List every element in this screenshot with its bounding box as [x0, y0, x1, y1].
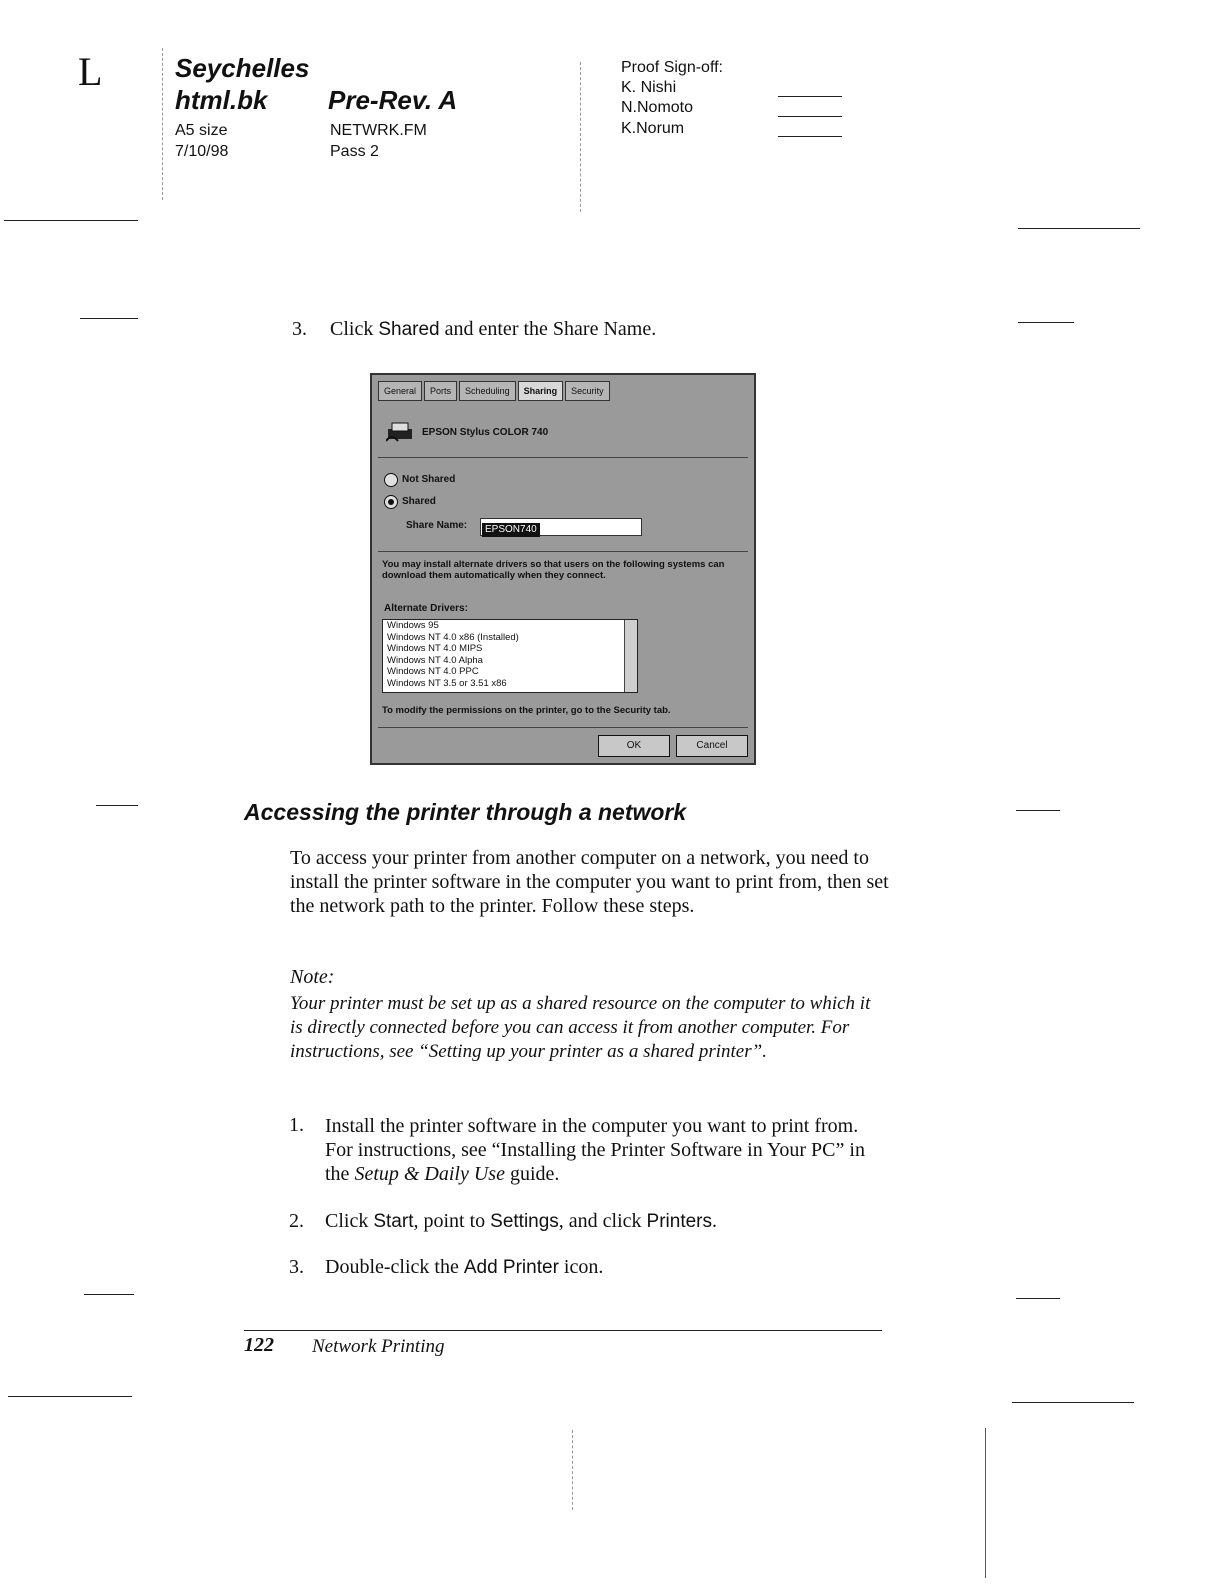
step-number: 2. [289, 1210, 304, 1232]
proof-signoff-label: Proof Sign-off: [621, 59, 723, 76]
tab-sharing[interactable]: Sharing [518, 381, 564, 401]
header-divider-left [162, 48, 163, 200]
crop-mark [1012, 1402, 1134, 1403]
step-text: Double-click the [325, 1256, 459, 1278]
step-text: , point to [413, 1210, 486, 1232]
alternate-drivers-message: You may install alternate drivers so that users on the following systems can download them automatically when they connect. [382, 559, 725, 581]
share-name-input[interactable] [480, 518, 642, 536]
intro-paragraph: To access your printer from another computer on a network, you need to install the printer software in the computer you want to print from, then set the network path to the printer. Follow these steps. [290, 847, 889, 917]
ok-button[interactable]: OK [598, 735, 670, 757]
shared-radio[interactable] [384, 495, 398, 509]
crop-mark [80, 318, 138, 319]
step-text: guide. [509, 1163, 560, 1185]
step-text: Click [330, 318, 374, 340]
dialog-separator [378, 727, 748, 728]
tab-general[interactable]: General [378, 381, 422, 401]
crop-mark [96, 805, 138, 806]
ui-term-settings: Settings [490, 1211, 559, 1232]
dialog-tabs [378, 381, 610, 401]
proofer-name: K. Nishi [621, 79, 677, 96]
alternate-drivers-list[interactable] [382, 619, 638, 693]
note-label: Note: [290, 966, 335, 988]
step-text: and enter the Share Name. [444, 318, 657, 340]
signoff-line [778, 116, 842, 117]
note-text: Your printer must be set up as a shared resource on the computer to which it is directly connected before you can access it from another computer. For instructions, see “Setting up your printer as a shared printer”. [290, 993, 871, 1062]
crop-mark-letter: L [78, 49, 103, 94]
header-divider-right [580, 62, 581, 212]
alternate-drivers-label: Alternate Drivers: [384, 603, 468, 614]
book-title: Seychelles [175, 53, 310, 83]
shared-label: Shared [402, 496, 436, 507]
list-scrollbar[interactable] [624, 620, 637, 692]
step-text: icon. [563, 1256, 604, 1278]
list-item[interactable]: Windows NT 3.5 or 3.51 x86 [387, 677, 507, 689]
crop-mark [4, 220, 138, 221]
crop-mark [84, 1294, 134, 1295]
crop-mark [8, 1396, 132, 1397]
step-text: Install the printer software in the computer you want to print from. For instructions, see “Installing the Printer Software in Your PC” in the [325, 1115, 865, 1185]
step-3-text [325, 1256, 603, 1279]
page-number: 122 [244, 1334, 274, 1356]
guide-title: Setup & Daily Use [354, 1163, 505, 1185]
ui-term-add-printer: Add Printer [463, 1257, 559, 1278]
printer-name: EPSON Stylus COLOR 740 [422, 427, 549, 438]
step-number: 1. [289, 1114, 304, 1136]
header-date: 7/10/98 [175, 143, 229, 160]
crop-mark [1016, 810, 1060, 811]
cancel-button[interactable]: Cancel [676, 735, 748, 757]
footer-rule [244, 1330, 882, 1331]
ui-term-shared: Shared [378, 319, 440, 340]
list-item[interactable]: Windows 95 [387, 620, 439, 631]
list-item[interactable]: Windows NT 4.0 MIPS [387, 643, 483, 654]
proofer-name: K.Norum [621, 120, 685, 137]
permissions-message: To modify the permissions on the printer, go to the Security tab. [382, 705, 671, 716]
sharing-dialog-screenshot [370, 373, 756, 765]
step-number: 3. [292, 318, 307, 340]
signoff-line [778, 96, 842, 97]
dialog-separator [378, 457, 748, 458]
file-name: html.bk [175, 85, 268, 115]
share-name-label: Share Name: [406, 520, 468, 531]
ui-term-printers: Printers [646, 1211, 713, 1232]
tab-security[interactable]: Security [565, 381, 610, 401]
tab-scheduling[interactable]: Scheduling [459, 381, 516, 401]
crop-mark [1016, 1298, 1060, 1299]
share-name-value: EPSON740 [482, 523, 540, 537]
list-item[interactable]: Windows NT 4.0 PPC [387, 666, 479, 677]
revision-label: Pre-Rev. A [328, 85, 458, 115]
step-text: , and click [558, 1210, 642, 1232]
crop-mark-vertical [985, 1428, 986, 1578]
dialog-separator [378, 551, 748, 552]
step-2-text [325, 1210, 717, 1233]
step-text: Click [325, 1210, 369, 1232]
section-heading: Accessing the printer through a network [244, 799, 687, 825]
not-shared-radio[interactable] [384, 473, 398, 487]
pass-label: Pass 2 [330, 143, 379, 160]
step-text: . [712, 1210, 718, 1232]
paper-size: A5 size [175, 122, 228, 139]
crop-mark [1018, 228, 1140, 229]
step-number: 3. [289, 1256, 304, 1278]
center-crop-mark [572, 1430, 573, 1510]
step-text-shared [330, 318, 656, 341]
chapter-title: Network Printing [312, 1336, 445, 1357]
proofer-name: N.Nomoto [621, 99, 694, 116]
doc-file-name: NETWRK.FM [330, 122, 427, 139]
list-item[interactable]: Windows NT 4.0 Alpha [387, 654, 483, 666]
not-shared-label: Not Shared [402, 474, 456, 485]
step-1-text [325, 1114, 890, 1186]
crop-mark [1018, 322, 1074, 323]
signoff-line [778, 136, 842, 137]
printer-icon [386, 421, 414, 443]
list-item[interactable]: Windows NT 4.0 x86 (Installed) [387, 631, 519, 643]
ui-term-start: Start [373, 1211, 414, 1232]
tab-ports[interactable]: Ports [424, 381, 457, 401]
